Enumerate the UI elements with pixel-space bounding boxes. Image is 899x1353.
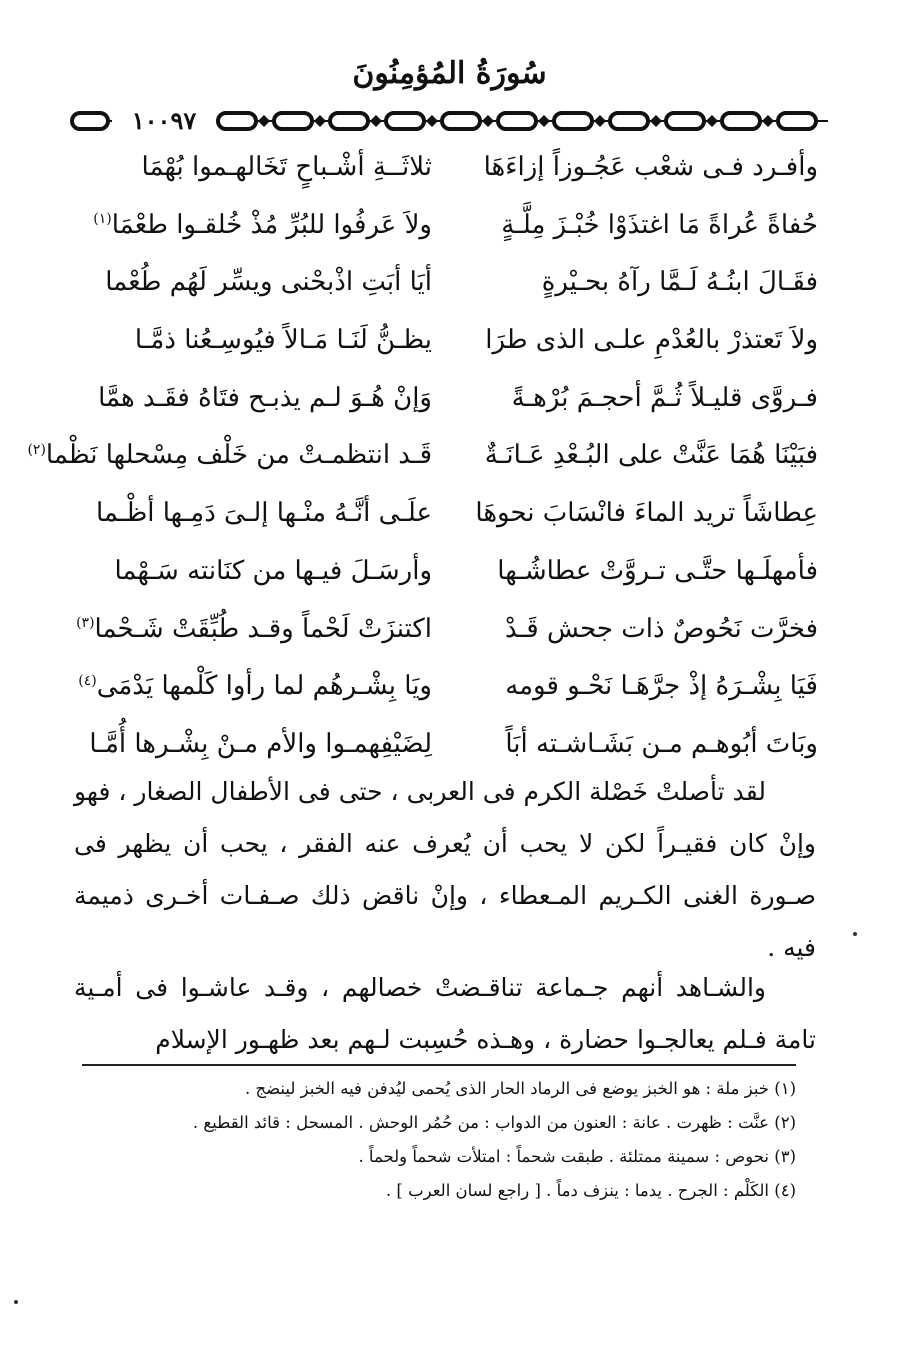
verse-first-hemistich: فَيَا بِشْـرَهُ إذْ جرَّهَـا نَحْـو قومه bbox=[505, 671, 818, 702]
verse-first-hemistich: فبَيْنَا هُمَا عَنَّتْ على البُـعْدِ عَـانَـةٌ bbox=[484, 440, 818, 471]
chain-link bbox=[610, 113, 648, 129]
chain-link bbox=[498, 113, 536, 129]
chain-link bbox=[722, 113, 760, 129]
paragraph-text: والشـاهد أنهم جـماعة تناقـضتْ خصالهم ، وقـد عاشـوا فى أمـية تامة فـلم يعالجـوا حضارة ، وهـذه حُسِبت لـهم بعد ظهـور الإسلام bbox=[74, 973, 816, 1054]
chain-link bbox=[274, 113, 312, 129]
verse-first-hemistich: وبَاتَ أبُوهـم مـن بَشَـاشـته أبَاً bbox=[505, 728, 818, 759]
verse-second-hemistich bbox=[88, 325, 432, 355]
surah-title: سُورَةُ المُؤمِنُونَ bbox=[352, 56, 547, 91]
poem bbox=[27, 148, 818, 783]
hemistich-text: يظـنُّ لَنَـا مَـالاً فيُوسِـعُنا ذمَّـا bbox=[134, 325, 432, 356]
scan-speck bbox=[853, 932, 857, 936]
hemistich-text: ويَا بِشْـرهُم لما رأوا كَلْمها يَدْمَى bbox=[96, 671, 432, 702]
chain-link bbox=[330, 113, 368, 129]
footnote: (٤) الكَلْم : الجرح . يدما : ينزف دماً . [ راجع لسان العرب ] . bbox=[385, 1181, 796, 1200]
hemistich-text: أيَا أبَتِ اذْبحْنى ويسِّر لَهُم طُعْما bbox=[105, 267, 432, 298]
chain-link bbox=[386, 113, 424, 129]
chain-diamond bbox=[482, 115, 494, 127]
paragraph-text: لقد تأصلتْ خَصْلة الكرم فى العربى ، حتى فى الأطفال الصغار ، فهو وإنْ كان فقيـراً لكن لا يحب أن يُعرف عنه الفقر ، يحب أن يظهر فى صـورة الغنى الكـريم المـعطاء ، وإنْ ناقض ذلك صـفـات أخـرى ذميمة فيه . bbox=[74, 777, 816, 962]
poem-verse bbox=[88, 321, 818, 379]
scan-speck bbox=[14, 1300, 18, 1304]
body-paragraph bbox=[74, 962, 816, 1066]
footnote: (٢) عنَّت : ظهرت . عانة : العنون من الدواب : من حُمُر الوحش . المسحل : قائد القطيع . bbox=[192, 1113, 796, 1132]
hemistich-text: اكتنزَتْ لَحْماً وقـد طُبِّقَتْ شَـحْما bbox=[94, 613, 432, 644]
verse-first-hemistich: وأفـرد فـى شعْب عَجُـوزاً إزاءَهَا bbox=[483, 152, 818, 182]
chain-diamond bbox=[426, 115, 438, 127]
footnote: (١) خبز ملة : هو الخبز يوضع فى الرماد الحار الذى يُحمى ليُدفن فيه الخبز لينضج . bbox=[244, 1079, 796, 1098]
chain-link bbox=[218, 113, 256, 129]
poem-verse bbox=[88, 206, 818, 264]
poem-verse bbox=[78, 667, 818, 725]
verse-second-hemistich bbox=[88, 383, 432, 413]
verse-second-hemistich bbox=[78, 671, 432, 702]
chain-diamond bbox=[370, 115, 382, 127]
hemistich-text: لِضَيْفِهمـوا والأم مـنْ بِشْـرها أُمَّـا bbox=[89, 728, 432, 759]
chain-diamond bbox=[258, 115, 270, 127]
footnote-marker: (٤) bbox=[78, 672, 97, 689]
chain-link bbox=[554, 113, 592, 129]
chain-link bbox=[442, 113, 480, 129]
chain-diamond bbox=[762, 115, 774, 127]
footnote-marker: (٣) bbox=[76, 614, 95, 631]
hemistich-text: وأرسَـلَ فيـها من كنَانته سَـهْما bbox=[114, 555, 432, 586]
footnote-marker: (٢) bbox=[27, 441, 46, 458]
verse-first-hemistich: عِطاشَاً تريد الماءَ فانْسَابَ نحوهَا bbox=[475, 498, 818, 529]
verse-second-hemistich bbox=[88, 556, 432, 586]
page-number: ١٠٠٩٧ bbox=[112, 104, 216, 138]
verse-second-hemistich bbox=[88, 210, 432, 240]
poem-verse bbox=[88, 148, 818, 206]
hemistich-text: ولاَ عَرفُوا للبُرِّ مُذْ خُلقـوا طعْمَا bbox=[111, 209, 432, 240]
poem-verse bbox=[27, 436, 818, 494]
hemistich-text: وَإنْ هُـوَ لـم يذبـح فتَاهُ فقَـد همَّا bbox=[98, 382, 432, 413]
verse-second-hemistich bbox=[88, 267, 432, 297]
verse-first-hemistich: فأمهلَـها حتَّـى تـروَّتْ عطاشُـها bbox=[497, 555, 818, 586]
hemistich-text: ثلاثَــةِ أشْـباحٍ تَخَالهـموا بُهْمَا bbox=[141, 152, 432, 182]
verse-first-hemistich: ولاَ تَعتذرْ بالعُدْمِ علـى الذى طرَا bbox=[485, 325, 818, 356]
chain-link bbox=[666, 113, 704, 129]
poem-verse bbox=[88, 263, 818, 321]
verse-second-hemistich bbox=[88, 498, 432, 528]
verse-first-hemistich: فقَـالَ ابنُـهُ لَـمَّا رآهُ بحـيْرةٍ bbox=[541, 267, 818, 298]
verse-first-hemistich: فخرَّت نَحُوصٌ ذات جحش قَـدْ bbox=[505, 613, 818, 644]
verse-second-hemistich bbox=[88, 152, 432, 182]
chain-link bbox=[72, 113, 108, 129]
verse-second-hemistich bbox=[88, 729, 432, 759]
poem-verse bbox=[88, 379, 818, 437]
hemistich-text: علَـى أنَّـهُ منْـها إلـىَ دَمِـها أظْـما bbox=[96, 498, 432, 529]
body-paragraph bbox=[74, 766, 816, 974]
footnotes bbox=[82, 1072, 796, 1208]
poem-verse bbox=[88, 494, 818, 552]
chain-diamond bbox=[650, 115, 662, 127]
chain-diamond bbox=[706, 115, 718, 127]
footnote-divider bbox=[82, 1064, 796, 1066]
footnote: (٣) نحوص : سمينة ممتلئة . طبقت شحماً : امتلأت شحماً ولحماً . bbox=[358, 1147, 796, 1166]
poem-verse bbox=[88, 552, 818, 610]
verse-first-hemistich: حُفاةً عُراةً مَا اغتذَوْا خُبْـزَ مِلَّـةٍ bbox=[501, 209, 818, 240]
poem-verse bbox=[76, 610, 818, 668]
verse-second-hemistich bbox=[27, 440, 432, 471]
chain-link bbox=[778, 113, 816, 129]
chain-diamond bbox=[594, 115, 606, 127]
ornamental-border bbox=[70, 104, 832, 138]
footnote-marker: (١) bbox=[93, 211, 112, 228]
chain-diamond bbox=[314, 115, 326, 127]
hemistich-text: قَـد انتظمـتْ من خَلْف مِسْحلها نَظْما bbox=[45, 440, 432, 471]
chain-diamond bbox=[538, 115, 550, 127]
verse-second-hemistich bbox=[76, 613, 432, 644]
verse-first-hemistich: فـروَّى قليـلاً ثُـمَّ أحجـمَ بُرْهـةً bbox=[511, 382, 818, 413]
